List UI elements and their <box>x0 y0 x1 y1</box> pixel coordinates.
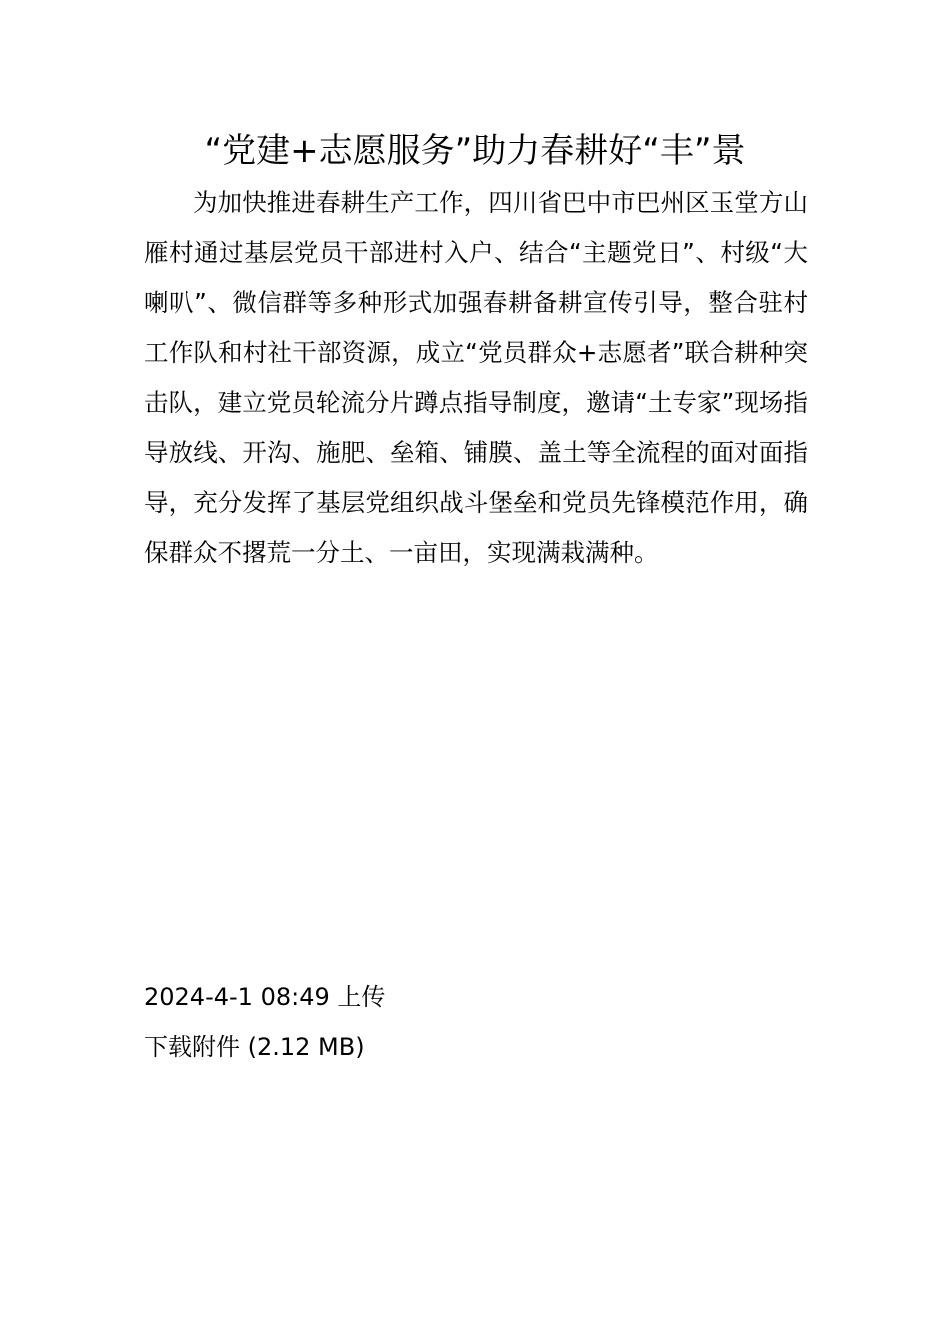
article-title: “党建+志愿服务”助力春耕好“丰”景 <box>204 131 746 171</box>
download-attachment-link[interactable]: 下载附件 (2.12 MB) <box>144 1033 365 1061</box>
article-body: 为加快推进春耕生产工作，四川省巴中市巴州区玉堂方山雁村通过基层党员干部进村入户、结合“主题党日”、村级“大喇叭”、微信群等多种形式加强春耕备耕宣传引导，整合驻村工作队和村社干部资源，成立“党员群众+志愿者”联合耕种突击队，建立党员轮流分片蹲点指导制度，邀请“土专家”现场指导放线、开沟、施肥、垒箱、铺膜、盖土等全流程的面对面指导，充分发挥了基层党组织战斗堡垒和党员先锋模范作用，确保群众不撂荒一分土、一亩田，实现满栽满种。 <box>144 188 808 567</box>
upload-timestamp: 2024-4-1 08:49 上传 <box>144 983 386 1011</box>
